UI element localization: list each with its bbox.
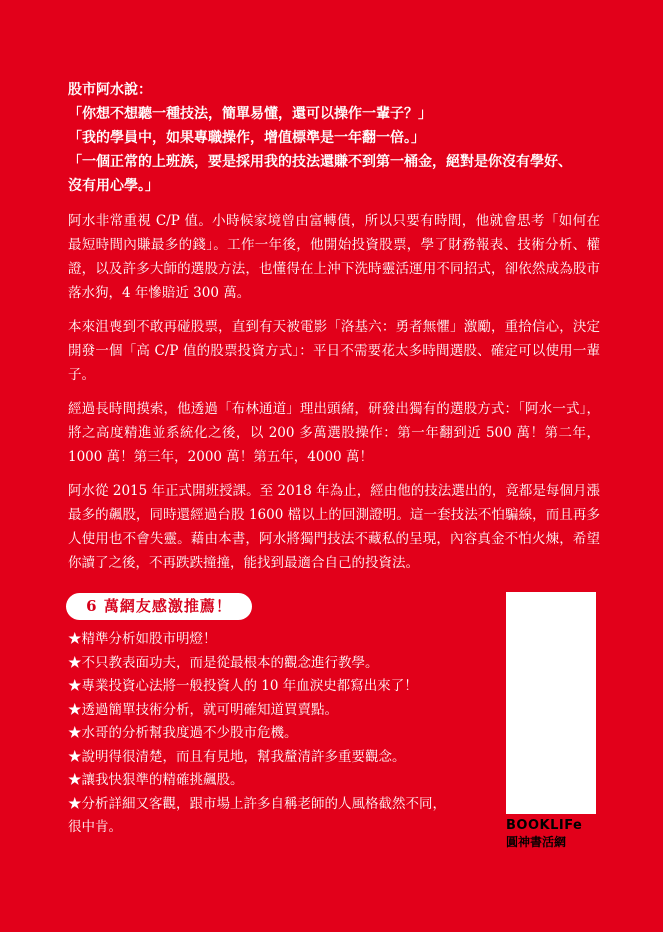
barcode-panel	[506, 592, 596, 814]
quote-line: 「你想不想聽一種技法，簡單易懂，還可以操作一輩子？」	[68, 106, 432, 122]
recommendation-item: ★水哥的分析幫我度過不少股市危機。	[68, 725, 298, 741]
body-paragraph: 本來沮喪到不敢再碰股票，直到有天被電影「洛基六：勇者無懼」激勵，重拾信心，決定開發一個「高 C/P 值的股票投資方式」：平日不需要花太多時間選股、確定可以使用一輩子。	[68, 319, 600, 383]
recommendation-item: ★不只教表面功夫，而是從最根本的觀念進行教學。	[68, 654, 379, 671]
recommendation-banner: 6 萬網友感激推薦！	[66, 593, 252, 620]
body-paragraph: 阿水從 2015 年正式開班授課。至 2018 年為止，經由他的技法選出的，竟都是每個月漲最多的飆股，同時還經過台股 1600 檔以上的回測證明。這一套技法不怕騙線，而且再多人使用也不會失靈。藉由本書，阿水將獨門技法不藏私的呈現，內容真金不怕火煉，希望你讀了之後，不再跌跌撞撞，能找到最適合自己的投資法。	[68, 483, 600, 571]
recommendation-list	[68, 628, 488, 840]
recommendation-item: ★透過簡單技術分析，就可明確知道買賣點。	[68, 701, 338, 718]
author-description	[68, 209, 600, 585]
publisher-logo	[506, 818, 616, 850]
quote-heading: 股市阿水說：	[68, 82, 152, 98]
quote-line: 「一個正常的上班族，要是採用我的技法還賺不到第一桶金，絕對是你沒有學好、	[68, 154, 572, 170]
recommendation-item: ★說明得很清楚，而且有見地，幫我釐清許多重要觀念。	[68, 748, 406, 765]
quote-block	[68, 78, 608, 198]
quote-line: 沒有用心學。」	[68, 178, 159, 194]
quote-line: 「我的學員中，如果專職操作，增值標準是一年翻一倍。」	[68, 130, 425, 146]
recommendation-item: ★分析詳細又客觀，跟市場上許多自稱老師的人風格截然不同，	[68, 795, 446, 812]
recommendation-item: 很中肯。	[68, 819, 122, 835]
body-paragraph: 經過長時間摸索，他透過「布林通道」理出頭緒，研發出獨有的選股方式：「阿水一式」，將之高度精進並系統化之後，以 200 多萬選股操作：第一年翻到近 500 萬！第二年，1000 萬！第三年，2000 萬！第五年，4000 萬！	[68, 401, 600, 465]
recommendation-item: ★專業投資心法將一般投資人的 10 年血淚史都寫出來了！	[68, 678, 418, 694]
body-paragraph: 阿水非常重視 C/P 值。小時候家境曾由富轉債，所以只要有時間，他就會思考「如何在最短時間內賺最多的錢」。工作一年後，他開始投資股票，學了財務報表、技術分析、權證，以及許多大師的選股方法，也懂得在上沖下洗時靈活運用不同招式，卻依然成為股市落水狗，4 年慘賠近 300 萬。	[68, 213, 600, 301]
recommendation-item: ★精準分析如股市明燈！	[68, 631, 217, 647]
publisher-name: 圓神書活網	[506, 835, 567, 849]
recommendation-item: ★讓我快狠準的精確挑飆股。	[68, 772, 244, 788]
publisher-brand: BOOKLIFe	[506, 818, 583, 833]
